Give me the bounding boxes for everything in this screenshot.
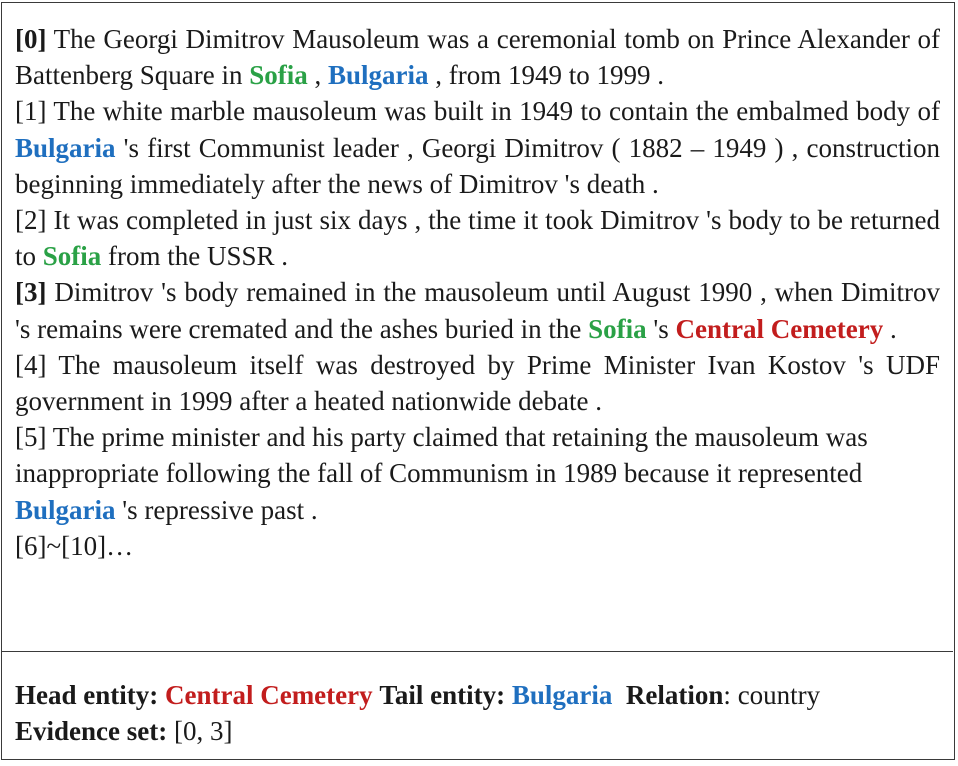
entity-line xyxy=(15,677,940,713)
evidence-set-value: [0, 3] xyxy=(173,716,233,747)
relation-label: Relation xyxy=(625,680,724,710)
sentence-text: . xyxy=(883,313,897,344)
sentence-index: [1] xyxy=(15,96,47,127)
sentence-text: , xyxy=(307,60,328,91)
relation-separator: : xyxy=(723,680,738,710)
sentence-text: 's repressive past . xyxy=(115,494,318,525)
entity-mention-blue: Bulgaria xyxy=(327,60,429,91)
sentence-5 xyxy=(15,419,940,528)
sentence-3 xyxy=(15,274,940,346)
sentence-list xyxy=(15,21,940,528)
entity-mention-blue: Bulgaria xyxy=(15,132,116,163)
entity-mention-blue: Bulgaria xyxy=(15,494,116,525)
sentence-index: [4] xyxy=(15,349,47,380)
entity-mention-green: Sofia xyxy=(588,313,647,344)
evidence-line xyxy=(15,713,940,749)
entity-mention-red: Central Cemetery xyxy=(675,313,884,344)
evidence-set-label: Evidence set: xyxy=(15,716,168,747)
sentence-index: [3] xyxy=(15,277,47,308)
sentence-text: 's first Communist leader , Georgi Dimitrov ( 1882 – 1949 ) , construction beginning immediately after the news of Dimitrov 's death . xyxy=(15,132,940,199)
sentence-4 xyxy=(15,347,940,419)
entity-mention-green: Sofia xyxy=(249,60,308,91)
head-entity-label: Head entity: xyxy=(15,680,159,710)
head-entity-value: Central Cemetery xyxy=(164,680,373,710)
section-divider xyxy=(2,651,953,652)
sentence-index: [0] xyxy=(15,24,47,54)
sentence-0 xyxy=(15,21,940,93)
sentence-text: from the USSR . xyxy=(101,241,289,272)
sentence-text: The white marble mausoleum was built in 1949 to contain the embalmed body of xyxy=(46,96,940,127)
entity-mention-green: Sofia xyxy=(42,241,102,272)
document-frame xyxy=(1,2,955,760)
sentence-1 xyxy=(15,93,940,202)
sentence-text: 's xyxy=(646,313,676,344)
document-text xyxy=(2,3,953,649)
sentence-index: [5] xyxy=(15,422,47,453)
sentence-index: [2] xyxy=(15,205,47,236)
relation-value: country xyxy=(737,680,821,710)
annotation-summary xyxy=(2,653,953,749)
sentence-text: It was completed in just six days , the time it took Dimitrov 's body to be returned to xyxy=(15,205,940,272)
tail-entity-label: Tail entity: xyxy=(379,680,506,710)
ellipsis-line: [6]~[10]… xyxy=(15,530,134,561)
sentence-text: The Georgi Dimitrov Mausoleum was a ceremonial tomb on Prince Alexander of Battenberg Square in xyxy=(15,24,940,91)
tail-entity-value: Bulgaria xyxy=(511,680,613,710)
sentence-text: The mausoleum itself was destroyed by Prime Minister Ivan Kostov 's UDF government in 1999 after a heated nationwide debate . xyxy=(15,349,940,417)
sentence-text: The prime minister and his party claimed that retaining the mausoleum was inappropriate following the fall of Communism in 1989 because it represented xyxy=(15,422,868,489)
sentence-2 xyxy=(15,202,940,274)
sentence-text: Dimitrov 's body remained in the mausoleum until August 1990 , when Dimitrov 's remains were cremated and the ashes buried in the xyxy=(15,277,940,344)
sentence-text: , from 1949 to 1999 . xyxy=(428,60,664,91)
